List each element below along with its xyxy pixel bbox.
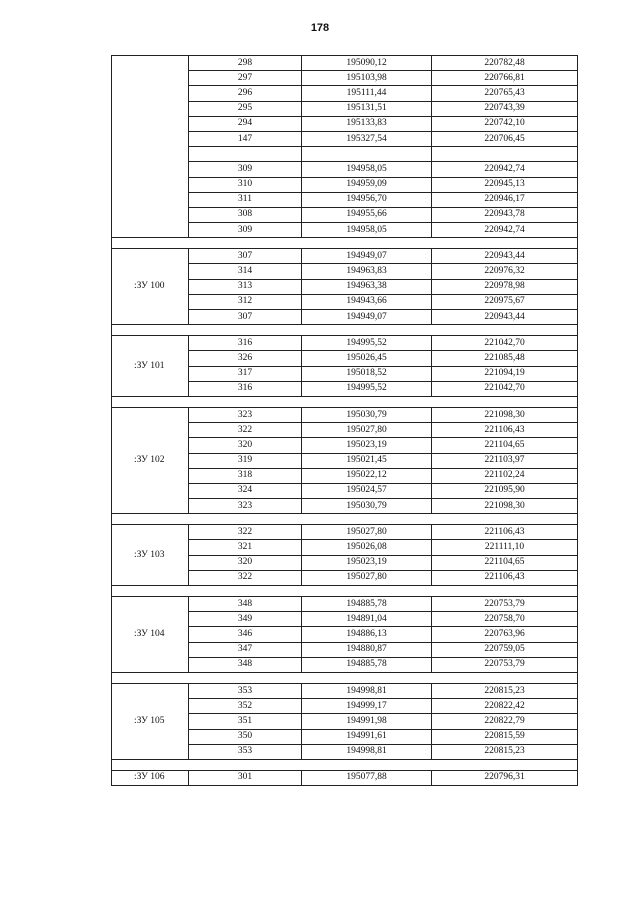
x-coordinate-cell: 195023,19 bbox=[302, 555, 432, 570]
x-coordinate-cell: 194886,13 bbox=[302, 627, 432, 642]
y-coordinate-cell: 220815,59 bbox=[432, 729, 578, 744]
point-number-cell: 310 bbox=[189, 177, 302, 192]
group-separator-row bbox=[112, 514, 578, 525]
y-coordinate-cell: 221106,43 bbox=[432, 423, 578, 438]
point-number-cell: 311 bbox=[189, 192, 302, 207]
x-coordinate-cell: 195027,80 bbox=[302, 570, 432, 585]
y-coordinate-cell: 220942,74 bbox=[432, 223, 578, 238]
x-coordinate-cell: 194958,05 bbox=[302, 223, 432, 238]
y-coordinate-cell: 220763,96 bbox=[432, 627, 578, 642]
y-coordinate-cell: 220943,78 bbox=[432, 207, 578, 222]
point-number-cell: 309 bbox=[189, 223, 302, 238]
point-number-cell: 294 bbox=[189, 116, 302, 131]
x-coordinate-cell: 195026,45 bbox=[302, 351, 432, 366]
table-row bbox=[112, 683, 578, 698]
point-number-cell: 316 bbox=[189, 336, 302, 351]
x-coordinate-cell: 195090,12 bbox=[302, 56, 432, 71]
x-coordinate-cell: 194963,83 bbox=[302, 264, 432, 279]
point-number-cell: 322 bbox=[189, 525, 302, 540]
x-coordinate-cell: 194943,66 bbox=[302, 294, 432, 309]
point-number-cell: 147 bbox=[189, 131, 302, 146]
x-coordinate-cell: 194963,38 bbox=[302, 279, 432, 294]
x-coordinate-cell: 195027,80 bbox=[302, 525, 432, 540]
y-coordinate-cell: 220978,98 bbox=[432, 279, 578, 294]
point-number-cell: 353 bbox=[189, 683, 302, 698]
point-number-cell: 353 bbox=[189, 744, 302, 759]
y-coordinate-cell: 221098,30 bbox=[432, 499, 578, 514]
y-coordinate-cell: 220706,45 bbox=[432, 131, 578, 146]
x-coordinate-cell: 194949,07 bbox=[302, 249, 432, 264]
point-number-cell: 296 bbox=[189, 86, 302, 101]
y-coordinate-cell: 220753,79 bbox=[432, 597, 578, 612]
point-number-cell: 324 bbox=[189, 483, 302, 498]
x-coordinate-cell: 194956,70 bbox=[302, 192, 432, 207]
point-number-cell: 350 bbox=[189, 729, 302, 744]
point-number-cell: 320 bbox=[189, 438, 302, 453]
y-coordinate-cell: 221106,43 bbox=[432, 525, 578, 540]
point-number-cell: 307 bbox=[189, 310, 302, 325]
y-coordinate-cell: 220946,17 bbox=[432, 192, 578, 207]
point-number-cell: 317 bbox=[189, 366, 302, 381]
parcel-label-cell bbox=[112, 56, 189, 238]
x-coordinate-cell: 194995,52 bbox=[302, 381, 432, 396]
y-coordinate-cell: 220815,23 bbox=[432, 683, 578, 698]
y-coordinate-cell: 220943,44 bbox=[432, 249, 578, 264]
x-coordinate-cell: 194998,81 bbox=[302, 683, 432, 698]
x-coordinate-cell: 195103,98 bbox=[302, 71, 432, 86]
point-number-cell: 323 bbox=[189, 499, 302, 514]
y-coordinate-cell: 220975,67 bbox=[432, 294, 578, 309]
point-number-cell: 349 bbox=[189, 612, 302, 627]
y-coordinate-cell: 221098,30 bbox=[432, 407, 578, 422]
y-coordinate-cell: 220743,39 bbox=[432, 101, 578, 116]
group-separator-row bbox=[112, 396, 578, 407]
group-separator-row bbox=[112, 325, 578, 336]
x-coordinate-cell: 195111,44 bbox=[302, 86, 432, 101]
y-coordinate-cell: 221111,10 bbox=[432, 540, 578, 555]
parcel-label-cell: :ЗУ 102 bbox=[112, 407, 189, 513]
group-separator-row bbox=[112, 672, 578, 683]
x-coordinate-cell: 194959,09 bbox=[302, 177, 432, 192]
y-coordinate-cell: 221106,43 bbox=[432, 570, 578, 585]
group-separator-row bbox=[112, 759, 578, 770]
x-coordinate-cell: 194991,61 bbox=[302, 729, 432, 744]
x-coordinate-cell: 194955,66 bbox=[302, 207, 432, 222]
separator-cell bbox=[112, 586, 578, 597]
group-separator-row bbox=[112, 586, 578, 597]
y-coordinate-cell: 221042,70 bbox=[432, 336, 578, 351]
y-coordinate-cell: 220943,44 bbox=[432, 310, 578, 325]
y-coordinate-cell: 221104,65 bbox=[432, 438, 578, 453]
y-coordinate-cell: 221094,19 bbox=[432, 366, 578, 381]
point-number-cell: 312 bbox=[189, 294, 302, 309]
table-row bbox=[112, 249, 578, 264]
point-number-cell: 308 bbox=[189, 207, 302, 222]
table-row bbox=[112, 597, 578, 612]
x-coordinate-cell: 194885,78 bbox=[302, 657, 432, 672]
point-number-cell: 319 bbox=[189, 453, 302, 468]
x-coordinate-cell: 194999,17 bbox=[302, 699, 432, 714]
x-coordinate-cell: 195018,52 bbox=[302, 366, 432, 381]
y-coordinate-cell bbox=[432, 147, 578, 162]
table-row bbox=[112, 56, 578, 71]
separator-cell bbox=[112, 325, 578, 336]
separator-cell bbox=[112, 238, 578, 249]
x-coordinate-cell: 194885,78 bbox=[302, 597, 432, 612]
group-separator-row bbox=[112, 238, 578, 249]
x-coordinate-cell: 195133,83 bbox=[302, 116, 432, 131]
y-coordinate-cell: 220945,13 bbox=[432, 177, 578, 192]
y-coordinate-cell: 221042,70 bbox=[432, 381, 578, 396]
y-coordinate-cell: 220976,32 bbox=[432, 264, 578, 279]
point-number-cell: 346 bbox=[189, 627, 302, 642]
point-number-cell: 348 bbox=[189, 657, 302, 672]
y-coordinate-cell: 220765,43 bbox=[432, 86, 578, 101]
x-coordinate-cell: 194991,98 bbox=[302, 714, 432, 729]
y-coordinate-cell: 220796,31 bbox=[432, 770, 578, 785]
table-row bbox=[112, 336, 578, 351]
y-coordinate-cell: 220766,81 bbox=[432, 71, 578, 86]
point-number-cell: 348 bbox=[189, 597, 302, 612]
point-number-cell: 297 bbox=[189, 71, 302, 86]
x-coordinate-cell: 195030,79 bbox=[302, 499, 432, 514]
y-coordinate-cell: 220822,79 bbox=[432, 714, 578, 729]
point-number-cell: 322 bbox=[189, 570, 302, 585]
y-coordinate-cell: 220815,23 bbox=[432, 744, 578, 759]
page-number: 178 bbox=[310, 22, 330, 34]
table-row bbox=[112, 525, 578, 540]
x-coordinate-cell: 195022,12 bbox=[302, 468, 432, 483]
point-number-cell: 307 bbox=[189, 249, 302, 264]
separator-cell bbox=[112, 672, 578, 683]
parcel-label-cell: :ЗУ 104 bbox=[112, 597, 189, 673]
y-coordinate-cell: 220759,05 bbox=[432, 642, 578, 657]
x-coordinate-cell: 195024,57 bbox=[302, 483, 432, 498]
x-coordinate-cell: 194880,87 bbox=[302, 642, 432, 657]
point-number-cell: 295 bbox=[189, 101, 302, 116]
point-number-cell: 326 bbox=[189, 351, 302, 366]
y-coordinate-cell: 221095,90 bbox=[432, 483, 578, 498]
point-number-cell: 352 bbox=[189, 699, 302, 714]
parcel-label-cell: :ЗУ 101 bbox=[112, 336, 189, 397]
y-coordinate-cell: 221102,24 bbox=[432, 468, 578, 483]
parcel-label-cell: :ЗУ 106 bbox=[112, 770, 189, 785]
x-coordinate-cell: 195030,79 bbox=[302, 407, 432, 422]
y-coordinate-cell: 220942,74 bbox=[432, 162, 578, 177]
point-number-cell: 320 bbox=[189, 555, 302, 570]
parcel-label-cell: :ЗУ 100 bbox=[112, 249, 189, 325]
y-coordinate-cell: 220822,42 bbox=[432, 699, 578, 714]
y-coordinate-cell: 221104,65 bbox=[432, 555, 578, 570]
table-row bbox=[112, 770, 578, 785]
point-number-cell: 318 bbox=[189, 468, 302, 483]
x-coordinate-cell: 195026,08 bbox=[302, 540, 432, 555]
y-coordinate-cell: 220742,10 bbox=[432, 116, 578, 131]
separator-cell bbox=[112, 396, 578, 407]
x-coordinate-cell: 194998,81 bbox=[302, 744, 432, 759]
x-coordinate-cell: 195327,54 bbox=[302, 131, 432, 146]
x-coordinate-cell bbox=[302, 147, 432, 162]
parcel-label-cell: :ЗУ 105 bbox=[112, 683, 189, 759]
y-coordinate-cell: 220782,48 bbox=[432, 56, 578, 71]
point-number-cell: 322 bbox=[189, 423, 302, 438]
coordinates-table bbox=[111, 55, 578, 786]
y-coordinate-cell: 220753,79 bbox=[432, 657, 578, 672]
coordinates-table-body bbox=[112, 56, 578, 786]
table-row bbox=[112, 407, 578, 422]
x-coordinate-cell: 194949,07 bbox=[302, 310, 432, 325]
point-number-cell bbox=[189, 147, 302, 162]
x-coordinate-cell: 194995,52 bbox=[302, 336, 432, 351]
y-coordinate-cell: 221103,97 bbox=[432, 453, 578, 468]
point-number-cell: 309 bbox=[189, 162, 302, 177]
y-coordinate-cell: 221085,48 bbox=[432, 351, 578, 366]
x-coordinate-cell: 194958,05 bbox=[302, 162, 432, 177]
point-number-cell: 316 bbox=[189, 381, 302, 396]
x-coordinate-cell: 195021,45 bbox=[302, 453, 432, 468]
point-number-cell: 298 bbox=[189, 56, 302, 71]
point-number-cell: 301 bbox=[189, 770, 302, 785]
point-number-cell: 313 bbox=[189, 279, 302, 294]
y-coordinate-cell: 220758,70 bbox=[432, 612, 578, 627]
point-number-cell: 347 bbox=[189, 642, 302, 657]
x-coordinate-cell: 194891,04 bbox=[302, 612, 432, 627]
point-number-cell: 321 bbox=[189, 540, 302, 555]
point-number-cell: 351 bbox=[189, 714, 302, 729]
point-number-cell: 314 bbox=[189, 264, 302, 279]
x-coordinate-cell: 195131,51 bbox=[302, 101, 432, 116]
parcel-label-cell: :ЗУ 103 bbox=[112, 525, 189, 586]
separator-cell bbox=[112, 759, 578, 770]
x-coordinate-cell: 195077,88 bbox=[302, 770, 432, 785]
point-number-cell: 323 bbox=[189, 407, 302, 422]
separator-cell bbox=[112, 514, 578, 525]
x-coordinate-cell: 195027,80 bbox=[302, 423, 432, 438]
x-coordinate-cell: 195023,19 bbox=[302, 438, 432, 453]
